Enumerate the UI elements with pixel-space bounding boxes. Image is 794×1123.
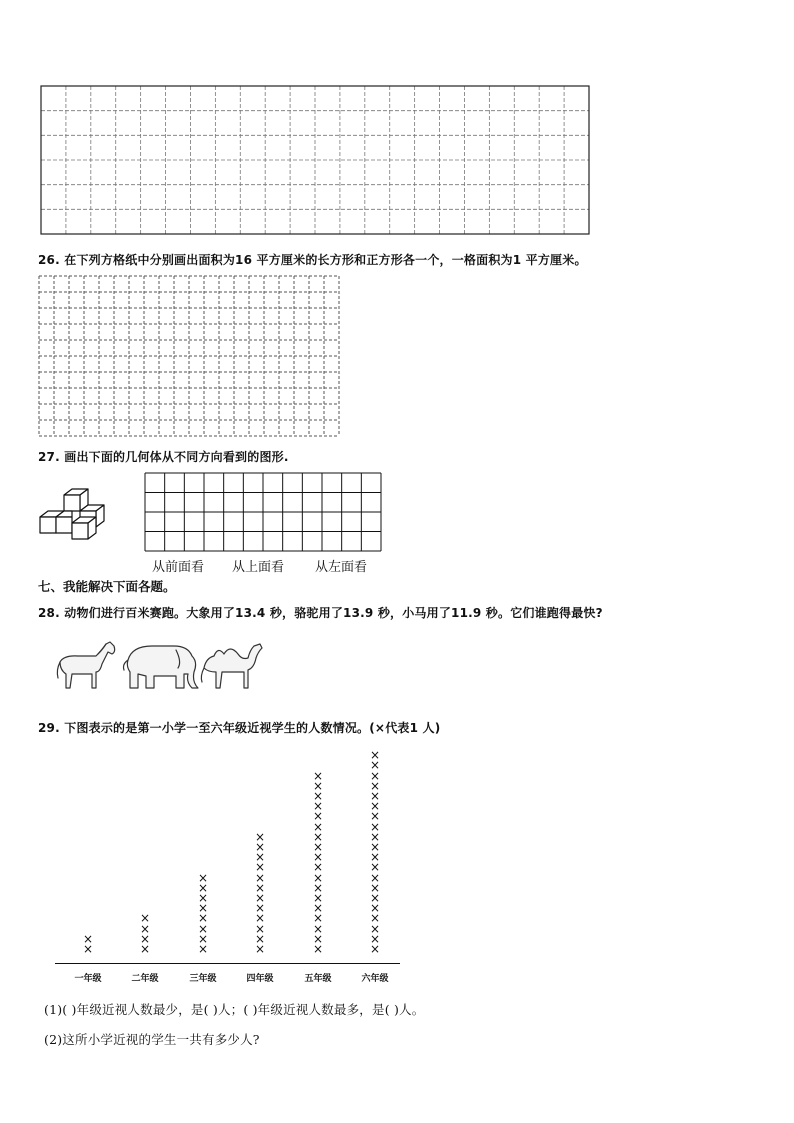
pictograph-cross-mark: × [369,870,381,885]
pictograph-cross-mark: × [312,778,324,793]
section-7-title: 七、我能解决下面各题。 [38,579,176,594]
pictograph-cross-mark: × [312,819,324,834]
view-label-top: 从上面看 [232,560,285,575]
animals-illustration [52,638,268,696]
pictograph-cross-mark: × [369,942,381,956]
pictograph-cross-mark: × [254,850,266,865]
pictograph-cross-mark: × [312,840,324,854]
pictograph-cross-mark: × [254,911,266,926]
view-label-left: 从左面看 [315,560,368,575]
pictograph-cross-mark: × [254,840,266,854]
pictograph-cross-mark: × [254,891,266,905]
pictograph-category-label: 五年级 [304,974,332,984]
pictograph-cross-mark: × [82,931,94,946]
pictograph-cross-mark: × [197,921,209,936]
pictograph-cross-mark: × [312,768,324,783]
pictograph-cross-mark: × [254,880,266,895]
pictograph-cross-mark: × [369,911,381,926]
pictograph-cross-mark: × [369,768,381,783]
view-label-front: 从前面看 [152,560,205,575]
pictograph-cross-mark: × [254,860,266,875]
pictograph-cross-mark: × [312,870,324,885]
pictograph-cross-mark: × [254,901,266,916]
pictograph-category-label: 二年级 [131,974,159,984]
pictograph-cross-mark: × [369,778,381,793]
pictograph-cross-mark: × [197,880,209,895]
pictograph-cross-mark: × [369,921,381,936]
pictograph-cross-mark: × [197,901,209,916]
pictograph-category-label: 六年级 [361,974,389,984]
cube-solid-figure [36,488,108,544]
question-28-text: 动物们进行百米赛跑。大象用了13.4 秒，骆驼用了13.9 秒，小马用了11.9 秒。它们谁跑得最快? [64,606,603,620]
pictograph-cross-mark: × [369,891,381,905]
pictograph-cross-mark: × [197,942,209,956]
question-29-sub2: (2)这所小学近视的学生一共有多少人? [44,1032,260,1047]
camel-icon [201,644,262,688]
pictograph-cross-mark: × [312,809,324,824]
pictograph-cross-mark: × [139,942,151,956]
pictograph-cross-mark: × [312,911,324,926]
pictograph-cross-mark: × [197,891,209,905]
pony-icon [57,642,114,688]
question-28-number: 28. [38,606,60,620]
pictograph-cross-mark: × [197,931,209,946]
question-29 [38,719,440,736]
question-26-text: 在下列方格纸中分别画出面积为16 平方厘米的长方形和正方形各一个，一格面积为1 平方厘米。 [64,253,587,267]
pictograph-category-label: 三年级 [189,974,217,984]
pictograph-cross-mark: × [312,860,324,875]
pictograph-cross-mark: × [312,829,324,844]
views-answer-grid[interactable] [144,472,382,552]
question-29-text: 下图表示的是第一小学一至六年级近视学生的人数情况。(×代表1 人) [64,721,441,735]
pictograph-cross-mark: × [312,880,324,895]
question-26-number: 26. [38,253,60,267]
question-29-number: 29. [38,721,60,735]
pictograph-cross-mark: × [254,931,266,946]
top-grid-paper [40,85,590,235]
pictograph-category-label: 一年级 [74,974,102,984]
pictograph-cross-mark: × [139,921,151,936]
pictograph-cross-mark: × [139,911,151,926]
pictograph-cross-mark: × [312,901,324,916]
pictograph-cross-mark: × [369,819,381,834]
pictograph-cross-mark: × [197,870,209,885]
elephant-icon [124,646,199,688]
pictograph-cross-mark: × [82,942,94,956]
pictograph-cross-mark: × [254,921,266,936]
question-27-number: 27. [38,450,60,464]
question-26 [38,251,587,268]
pictograph-cross-mark: × [197,911,209,926]
pictograph-category-label: 四年级 [246,974,274,984]
pictograph-cross-mark: × [312,799,324,814]
pictograph-cross-mark: × [254,829,266,844]
pictograph-cross-mark: × [369,901,381,916]
pictograph-cross-mark: × [369,789,381,803]
pictograph-cross-mark: × [139,931,151,946]
pictograph-cross-mark: × [369,799,381,814]
pictograph-cross-mark: × [312,789,324,803]
pictograph-cross-mark: × [254,942,266,956]
pictograph-cross-mark: × [369,758,381,773]
pictograph-cross-mark: × [369,829,381,844]
question-29-sub1[interactable]: (1)( )年级近视人数最少，是( )人；( )年级近视人数最多，是( )人。 [44,1002,425,1017]
pictograph-cross-mark: × [369,931,381,946]
question-27 [38,448,289,465]
pictograph-cross-mark: × [312,891,324,905]
pictograph-cross-mark: × [369,809,381,824]
pictograph-cross-mark: × [312,921,324,936]
pictograph-cross-mark: × [369,880,381,895]
pictograph-cross-mark: × [312,850,324,865]
pictograph-cross-mark: × [254,870,266,885]
dotted-grid-paper[interactable] [38,275,340,437]
pictograph-axis-line [55,963,400,964]
pictograph-cross-mark: × [312,931,324,946]
question-28 [38,604,603,621]
question-27-text: 画出下面的几何体从不同方向看到的图形. [64,450,289,464]
pictograph-cross-mark: × [369,840,381,854]
pictograph-cross-mark: × [369,748,381,763]
pictograph-cross-mark: × [312,942,324,956]
pictograph-cross-mark: × [369,860,381,875]
pictograph-cross-mark: × [369,850,381,865]
